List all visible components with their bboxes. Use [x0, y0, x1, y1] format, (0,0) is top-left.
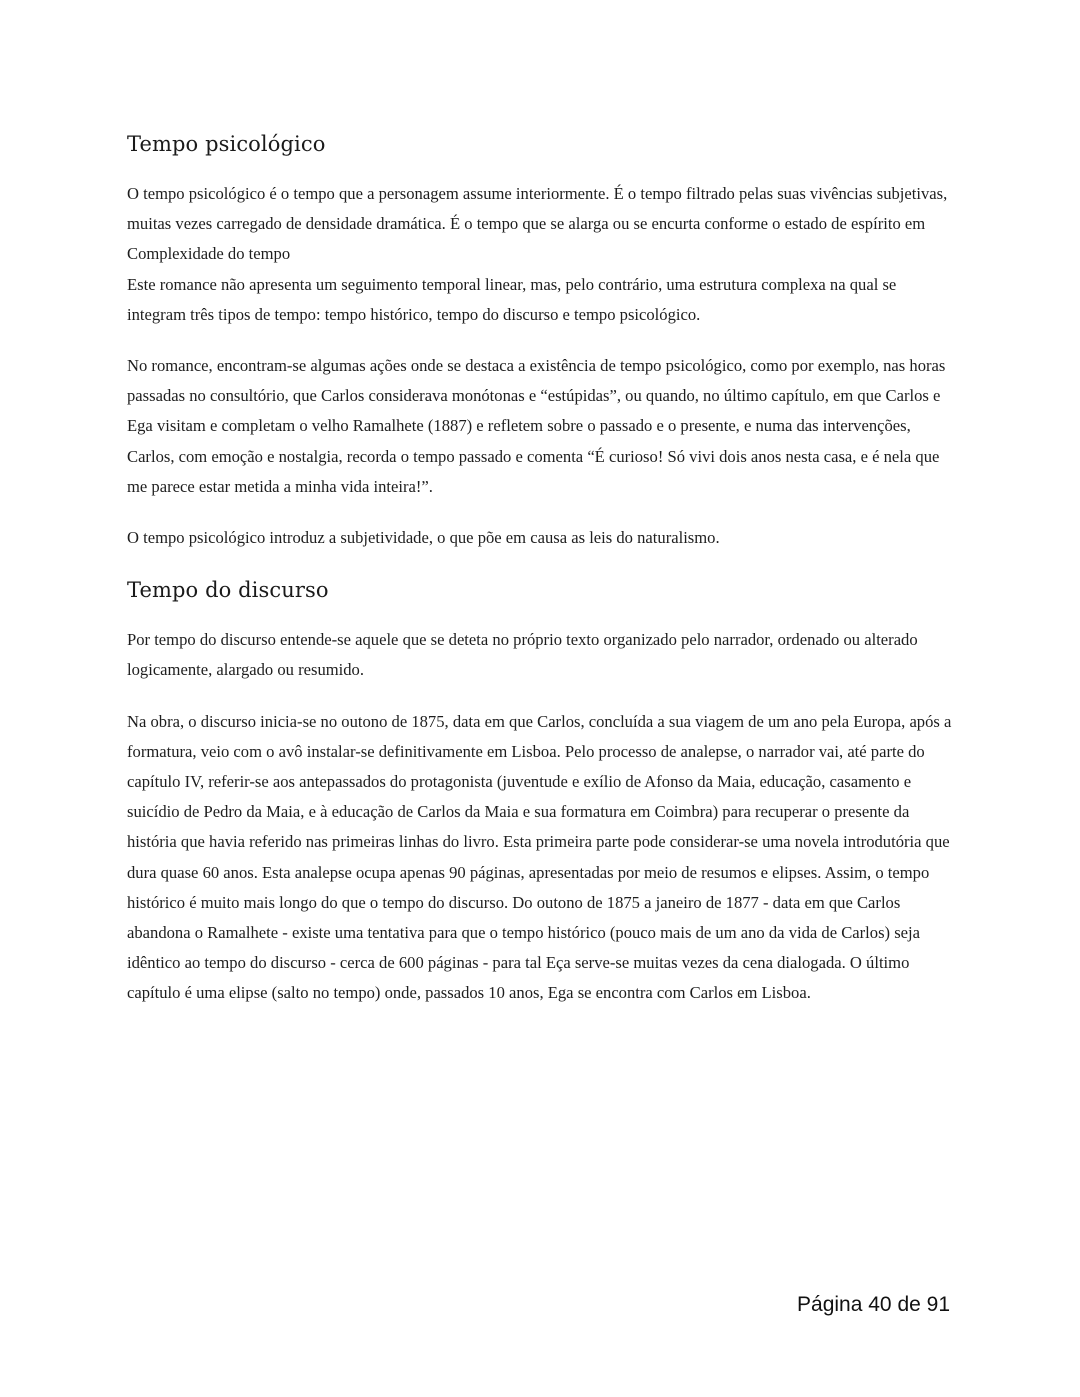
paragraph: Na obra, o discurso inicia-se no outono de 1875, data em que Carlos, concluída a sua viagem de um ano pela Europa, após a formatura, veio com o avô instalar-se definitivamente em Lisboa. Pelo processo de analepse, o narrador vai, até parte do capítulo IV, referir-se aos antepassados do protagonista (juventude e exílio de Afonso da Maia, educação, casamento e suicídio de Pedro da Maia, e à educação de Carlos da Maia e sua formatura em Coimbra) para recuperar o presente da história que havia referido nas primeiras linhas do livro. Esta primeira parte pode considerar-se uma novela introdutória que dura quase 60 anos. Esta analepse ocupa apenas 90 páginas, apresentadas por meio de resumos e elipses. Assim, o tempo histórico é muito mais longo do que o tempo do discurso. Do outono de 1875 a janeiro de 1877 - data em que Carlos abandona o Ramalhete - existe uma tentativa para que o tempo histórico (pouco mais de um ano da vida de Carlos) seja idêntico ao tempo do discurso - cerca de 600 páginas - para tal Eça serve-se muitas vezes da cena dialogada. O último capítulo é uma elipse (salto no tempo) onde, passados 10 anos, Ega se encontra com Carlos em Lisboa.	[127, 711, 952, 1003]
paragraph: O tempo psicológico é o tempo que a personagem assume interiormente. É o tempo filtrado pelas suas vivências subjetivas, muitas vezes carregado de densidade dramática. É o tempo que se alarga ou se encurta conforme o estado de espírito em Complexidade do tempo	[127, 184, 948, 264]
paragraph: No romance, encontram-se algumas ações onde se destaca a existência de tempo psicológico, como por exemplo, nas horas passadas no consultório, que Carlos considerava monótonas e “estúpidas”, ou quando, no último capítulo, em que Carlos e Ega visitam e completam o velho Ramalhete (1887) e refletem sobre o passado e o presente, e numa das intervenções, Carlos, com emoção e nostalgia, recorda o tempo passado e comenta “É curioso! Só vivi dois anos nesta casa, e é nela que me parece estar metida a minha vida inteira!”.	[127, 356, 946, 496]
document-page	[127, 128, 955, 1009]
paragraph: Este romance não apresenta um seguimento temporal linear, mas, pelo contrário, uma estrutura complexa na qual se integram três tipos de tempo: tempo histórico, tempo do discurso e tempo psicológico.	[127, 274, 897, 324]
paragraph: O tempo psicológico introduz a subjetividade, o que põe em causa as leis do naturalismo.	[127, 528, 720, 548]
section-heading-tempo-do-discurso: Tempo do discurso	[127, 578, 329, 603]
section-heading-tempo-psicologico: Tempo psicológico	[127, 132, 326, 156]
paragraph: Por tempo do discurso entende-se aquele que se deteta no próprio texto organizado pelo narrador, ordenado ou alterado logicamente, alargado ou resumido.	[127, 630, 918, 680]
page-number: Página 40 de 91	[797, 1293, 950, 1316]
